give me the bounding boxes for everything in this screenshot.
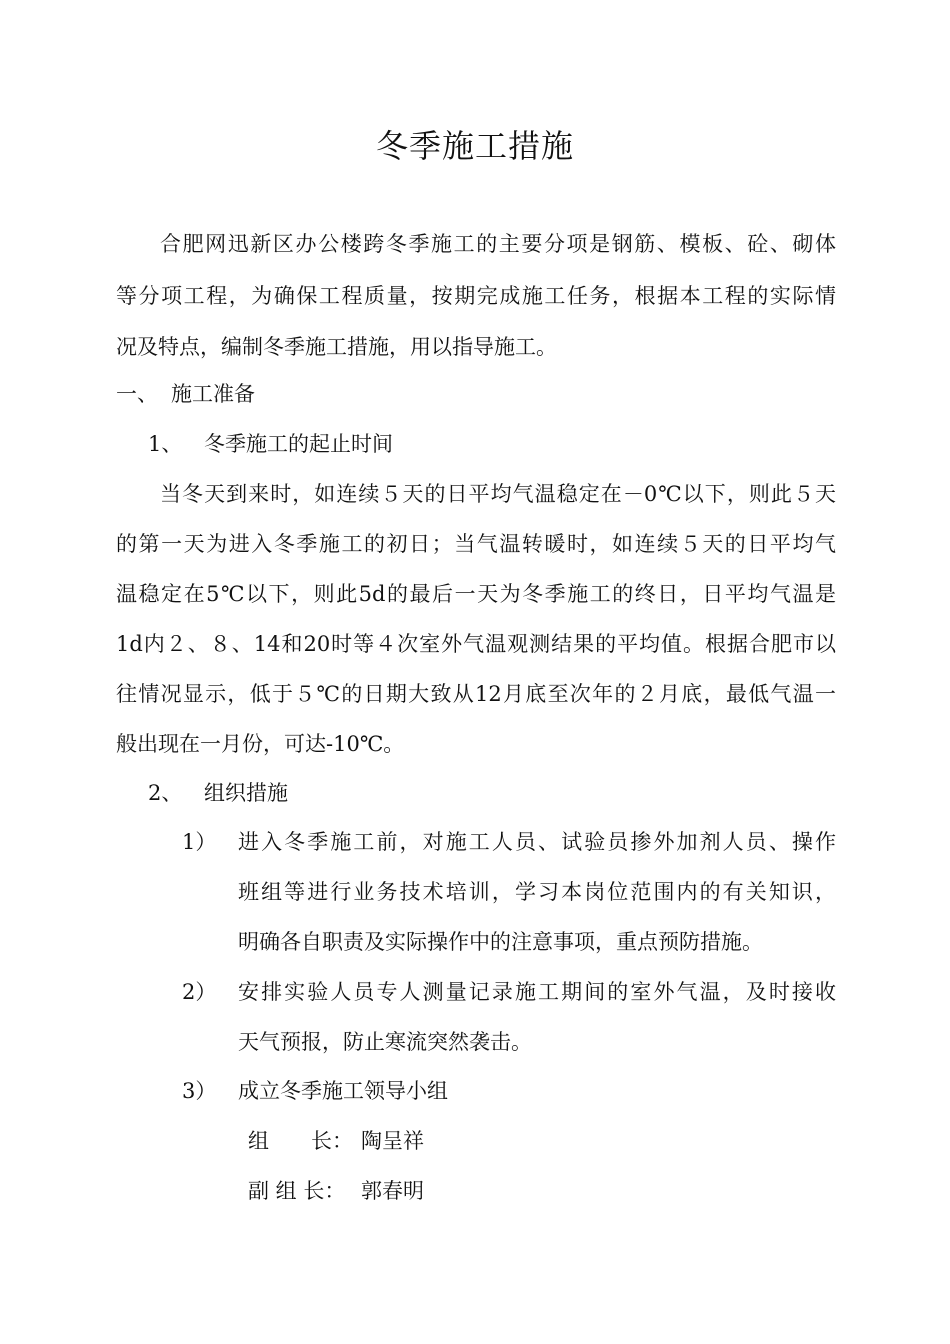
section-1-heading: 施工准备 xyxy=(171,382,255,406)
item-2-heading: 组织措施 xyxy=(204,781,288,805)
intro-line-2: 等分项工程，为确保工程质量，按期完成施工任务，根据本工程的实际情 xyxy=(116,284,836,308)
leader-name: 陶呈祥 xyxy=(361,1129,424,1153)
sub-2-line-2: 天气预报，防止寒流突然袭击。 xyxy=(238,1030,532,1054)
item-1-body-line-4: 1d内２、８、14和20时等４次室外气温观测结果的平均值。根据合肥市以 xyxy=(116,632,836,656)
sub-3-line-1: 成立冬季施工领导小组 xyxy=(238,1079,448,1103)
sub-2-line-1: 安排实验人员专人测量记录施工期间的室外气温，及时接收 xyxy=(238,980,836,1004)
sub-1-line-3: 明确各自职责及实际操作中的注意事项，重点预防措施。 xyxy=(238,930,763,954)
sub-1-number: 1） xyxy=(182,830,217,854)
item-1-body-line-1: 当冬天到来时，如连续５天的日平均气温稳定在－0℃以下，则此５天 xyxy=(160,482,836,506)
item-1-body-line-2: 的第一天为进入冬季施工的初日；当气温转暖时，如连续５天的日平均气 xyxy=(116,532,836,556)
intro-line-1: 合肥网迅新区办公楼跨冬季施工的主要分项是钢筋、模板、砼、砌体 xyxy=(160,232,836,256)
item-1-body-line-5: 往情况显示，低于５℃的日期大致从12月底至次年的２月底，最低气温一 xyxy=(116,682,836,706)
item-1-body-line-6: 般出现在一月份，可达-10℃。 xyxy=(116,732,405,756)
deputy-role: 副 组 长： xyxy=(248,1179,346,1203)
sub-2-number: 2） xyxy=(182,980,217,1004)
document-title: 冬季施工措施 xyxy=(375,127,574,165)
sub-3-number: 3） xyxy=(182,1079,217,1103)
item-2-number: 2、 xyxy=(148,781,183,805)
item-1-body-line-3: 温稳定在5℃以下，则此5d的最后一天为冬季施工的终日，日平均气温是 xyxy=(116,582,836,606)
item-1-heading: 冬季施工的起止时间 xyxy=(204,432,393,456)
section-1-number: 一、 xyxy=(116,382,158,406)
sub-1-line-2: 班组等进行业务技术培训，学习本岗位范围内的有关知识， xyxy=(238,880,836,904)
sub-1-line-1: 进入冬季施工前，对施工人员、试验员掺外加剂人员、操作 xyxy=(238,830,836,854)
leader-role: 组 长： xyxy=(248,1129,353,1153)
deputy-name: 郭春明 xyxy=(361,1179,424,1203)
item-1-number: 1、 xyxy=(148,432,183,456)
intro-line-3: 况及特点，编制冬季施工措施，用以指导施工。 xyxy=(116,335,557,359)
